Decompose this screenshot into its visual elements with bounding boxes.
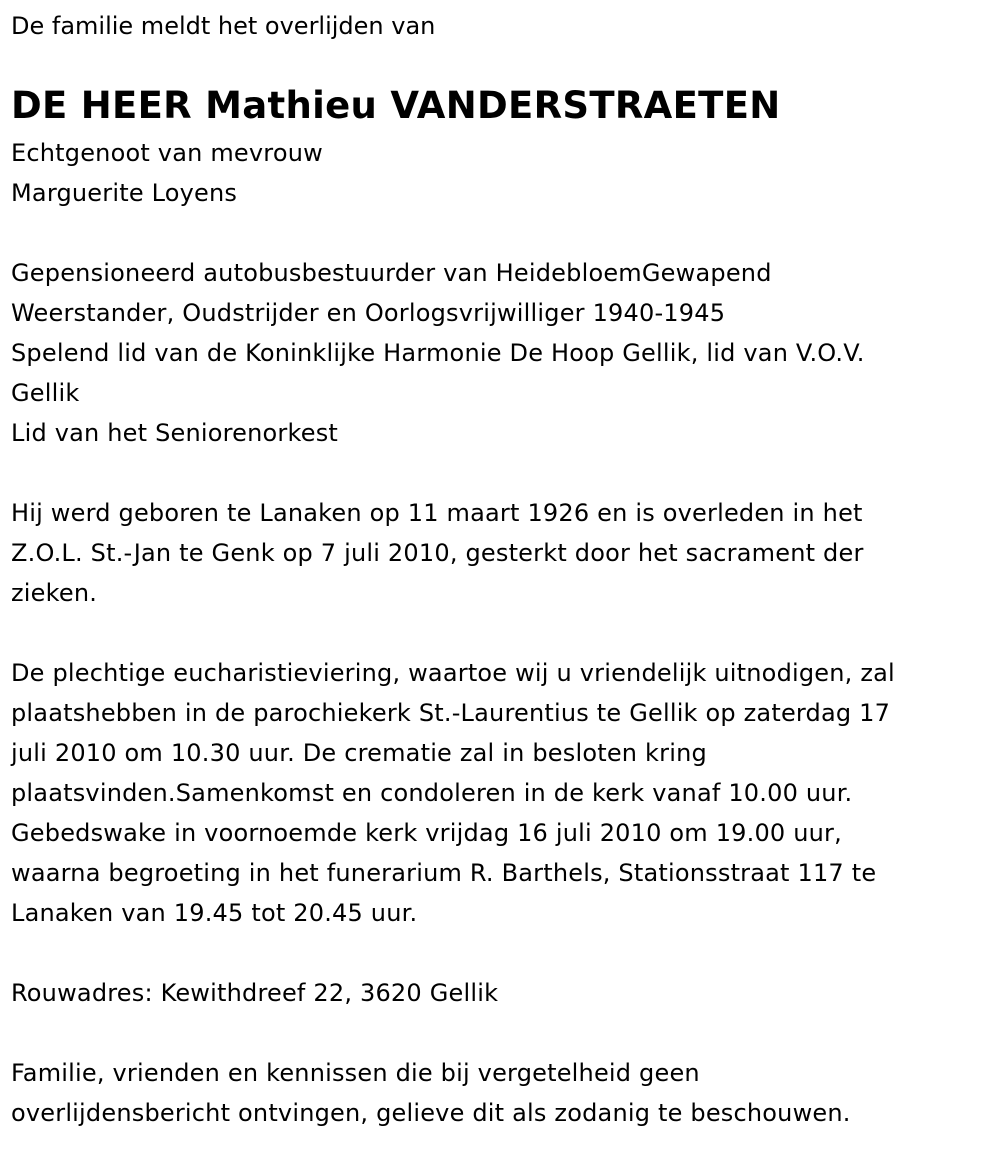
roles-paragraph [11,253,865,453]
closing-paragraph [11,1053,851,1133]
spouse-paragraph [11,133,323,213]
address-line: Rouwadres: Kewithdreef 22, 3620 Gellik [11,979,499,1007]
role-line: Lid van het Seniorenorkest [11,419,339,447]
deceased-name: DE HEER Mathieu VANDERSTRAETEN [11,84,781,127]
ceremony-paragraph [11,653,895,933]
ceremony-line: juli 2010 om 10.30 uur. De crematie zal in besloten kring [11,739,707,767]
closing-line: overlijdensbericht ontvingen, gelieve dit als zodanig te beschouwen. [11,1099,851,1127]
birth-line: Z.O.L. St.-Jan te Genk op 7 juli 2010, gesterkt door het sacrament der [11,539,864,567]
role-line: Gepensioneerd autobusbestuurder van HeidebloemGewapend [11,259,772,287]
birth-death-paragraph [11,493,864,613]
ceremony-line: Lanaken van 19.45 tot 20.45 uur. [11,899,418,927]
role-line: Spelend lid van de Koninklijke Harmonie De Hoop Gellik, lid van V.O.V. [11,339,865,367]
spouse-line: Echtgenoot van mevrouw [11,139,323,167]
role-line: Gellik [11,379,80,407]
closing-line: Familie, vrienden en kennissen die bij vergetelheid geen [11,1059,700,1087]
mourning-address [11,973,498,1013]
ceremony-line: Gebedswake in voornoemde kerk vrijdag 16 juli 2010 om 19.00 uur, [11,819,842,847]
birth-line: Hij werd geboren te Lanaken op 11 maart 1926 en is overleden in het [11,499,863,527]
ceremony-line: plaatshebben in de parochiekerk St.-Laurentius te Gellik op zaterdag 17 [11,699,891,727]
spouse-line: Marguerite Loyens [11,179,238,207]
ceremony-line: waarna begroeting in het funerarium R. Barthels, Stationsstraat 117 te [11,859,877,887]
intro-text: De familie meldt het overlijden van [11,12,436,40]
birth-line: zieken. [11,579,98,607]
ceremony-line: plaatsvinden.Samenkomst en condoleren in de kerk vanaf 10.00 uur. [11,779,853,807]
role-line: Weerstander, Oudstrijder en Oorlogsvrijwilliger 1940-1945 [11,299,726,327]
ceremony-line: De plechtige eucharistieviering, waartoe wij u vriendelijk uitnodigen, zal [11,659,895,687]
